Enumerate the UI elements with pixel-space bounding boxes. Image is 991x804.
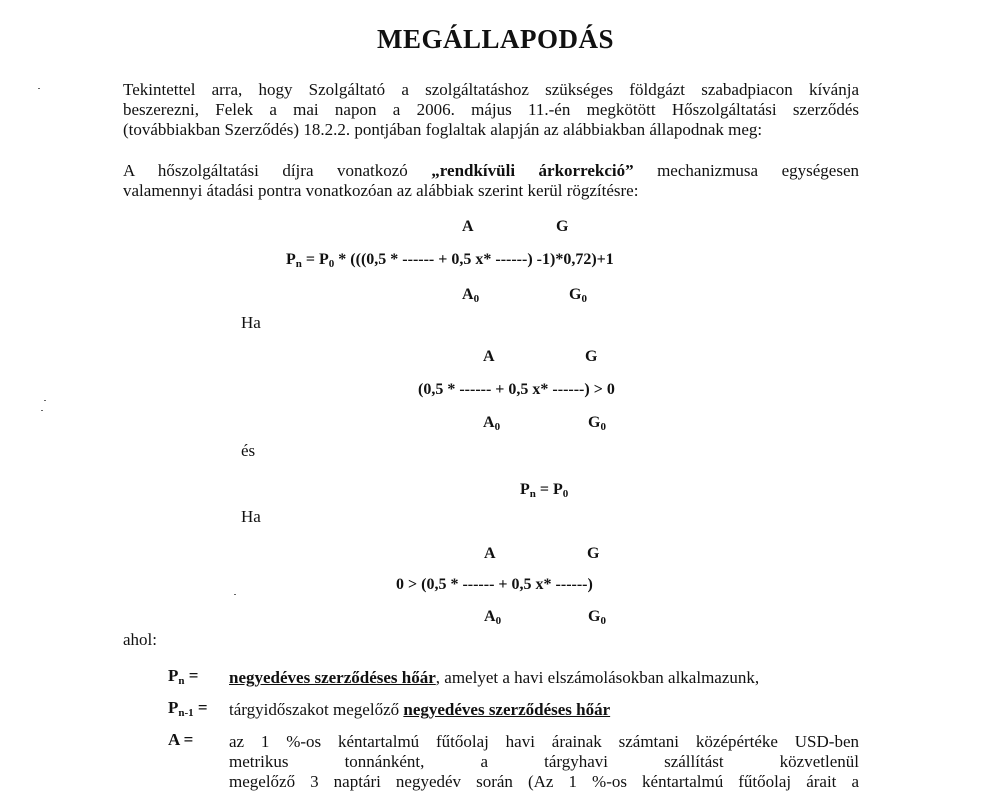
scan-speck bbox=[41, 410, 43, 411]
formula-1-denominator-a bbox=[462, 286, 479, 305]
definition-pn1-text bbox=[229, 700, 610, 720]
formula-1-p-sub: n bbox=[295, 258, 302, 270]
formula-1-den-g-sub: 0 bbox=[581, 293, 587, 305]
definition-pn1-eq: = bbox=[193, 698, 208, 717]
formula-3-p0-sub: 0 bbox=[562, 488, 569, 500]
formula-1-den-a-sub: 0 bbox=[473, 293, 480, 305]
formula-2-denominator-g bbox=[588, 414, 606, 433]
formula-3 bbox=[520, 481, 568, 500]
formula-2-denominator-a bbox=[483, 414, 500, 433]
definition-a-text bbox=[229, 732, 859, 792]
formula-4-expression: 0 > (0,5 * ------ + 0,5 x* ------) bbox=[396, 576, 593, 593]
formula-2-den-a-letter: A bbox=[483, 414, 495, 431]
formula-1-den-a-letter: A bbox=[462, 286, 474, 303]
formula-2-den-a-sub: 0 bbox=[494, 421, 501, 433]
definition-pn-eq: = bbox=[184, 666, 199, 685]
correction-emphasis: „rendkívüli árkorrekció” bbox=[431, 161, 634, 180]
scan-speck bbox=[234, 594, 236, 595]
formula-2-numerator-a: A bbox=[483, 348, 495, 365]
correction-paragraph bbox=[123, 161, 859, 201]
document-title: MEGÁLLAPODÁS bbox=[376, 24, 615, 54]
formula-4-den-a-sub: 0 bbox=[495, 615, 502, 627]
formula-1-numerator-a: A bbox=[462, 218, 474, 235]
definition-pn1-underlined: negyedéves szerződéses hőár bbox=[403, 700, 611, 719]
formula-1-expression bbox=[286, 251, 614, 270]
definition-pn-term bbox=[168, 666, 198, 687]
definition-pn-rest: , amelyet a havi elszámolásokban alkalmazunk, bbox=[435, 668, 760, 687]
formula-1-eq: = P bbox=[301, 251, 329, 268]
formula-4-numerator-g: G bbox=[587, 545, 600, 562]
formula-1-denominator-g bbox=[569, 286, 587, 305]
correction-line-1 bbox=[123, 161, 859, 181]
intro-line-2: beszerezni, Felek a mai napon a 2006. május 11.-én megkötött Hőszolgáltatási szerződés bbox=[123, 100, 859, 119]
formula-4-den-g-letter: G bbox=[588, 608, 601, 625]
formula-1-body: * (((0,5 * ------ + 0,5 x* ------) -1)*0,72)+1 bbox=[334, 251, 614, 268]
definition-pn-letter: P bbox=[168, 666, 179, 685]
conjunction-es: és bbox=[241, 441, 256, 460]
definition-pn1-letter: P bbox=[168, 698, 179, 717]
intro-paragraph bbox=[123, 80, 859, 140]
definition-a-line-3: megelőző 3 naptári negyedév során (Az 1 %-os kéntartalmú fűtőolaj árait a bbox=[229, 772, 859, 791]
formula-1-numerator-g: G bbox=[556, 218, 569, 235]
intro-line-1: Tekintettel arra, hogy Szolgáltató a szolgáltatáshoz szükséges földgázt szabadpiacon kívánja bbox=[123, 80, 859, 99]
definition-pn1-plain: tárgyidőszakot megelőző bbox=[229, 700, 404, 719]
correction-line-2: valamennyi átadási pontra vonatkozóan az alábbiak szerint kerül rögzítésre: bbox=[123, 181, 639, 200]
formula-1-p0-sub: 0 bbox=[328, 258, 335, 270]
condition-label-ha-2: Ha bbox=[241, 507, 261, 526]
intro-line-3: (továbbiakban Szerződés) 18.2.2. pontjában foglaltak alapján az alábbiakban állapodnak meg: bbox=[123, 120, 763, 139]
formula-2-den-g-letter: G bbox=[588, 414, 601, 431]
formula-4-den-g-sub: 0 bbox=[600, 615, 606, 627]
definition-pn-sub: n bbox=[178, 675, 185, 687]
scan-speck bbox=[44, 400, 46, 401]
definition-pn-underlined: negyedéves szerződéses hőár bbox=[229, 668, 436, 687]
condition-label-ha-1: Ha bbox=[241, 313, 261, 332]
formula-3-p-sub: n bbox=[529, 488, 536, 500]
formula-4-denominator-g bbox=[588, 608, 606, 627]
where-label: ahol: bbox=[123, 630, 157, 649]
definition-a-line-1: az 1 %-os kéntartalmú fűtőolaj havi árainak számtani középértéke USD-ben bbox=[229, 732, 859, 751]
definition-pn1-sub: n-1 bbox=[178, 707, 194, 719]
definition-a-line-2: metrikus tonnánként, a tárgyhavi szállítást közvetlenül bbox=[229, 752, 859, 771]
formula-2-expression: (0,5 * ------ + 0,5 x* ------) > 0 bbox=[418, 381, 615, 398]
formula-3-p: P bbox=[520, 481, 530, 498]
formula-2-numerator-g: G bbox=[585, 348, 598, 365]
formula-4-numerator-a: A bbox=[484, 545, 496, 562]
definition-pn-text bbox=[229, 668, 759, 688]
correction-text-a: A hőszolgáltatási díjra vonatkozó bbox=[123, 161, 432, 180]
formula-1-p: P bbox=[286, 251, 296, 268]
definition-pn1-term bbox=[168, 698, 208, 719]
formula-1-den-g-letter: G bbox=[569, 286, 582, 303]
formula-3-eq: = P bbox=[535, 481, 563, 498]
formula-2-den-g-sub: 0 bbox=[600, 421, 606, 433]
formula-4-den-a-letter: A bbox=[484, 608, 496, 625]
definition-a-term: A = bbox=[168, 730, 194, 749]
correction-text-b: mechanizmusa egységesen bbox=[633, 161, 859, 180]
formula-4-denominator-a bbox=[484, 608, 501, 627]
scan-speck bbox=[38, 88, 40, 89]
